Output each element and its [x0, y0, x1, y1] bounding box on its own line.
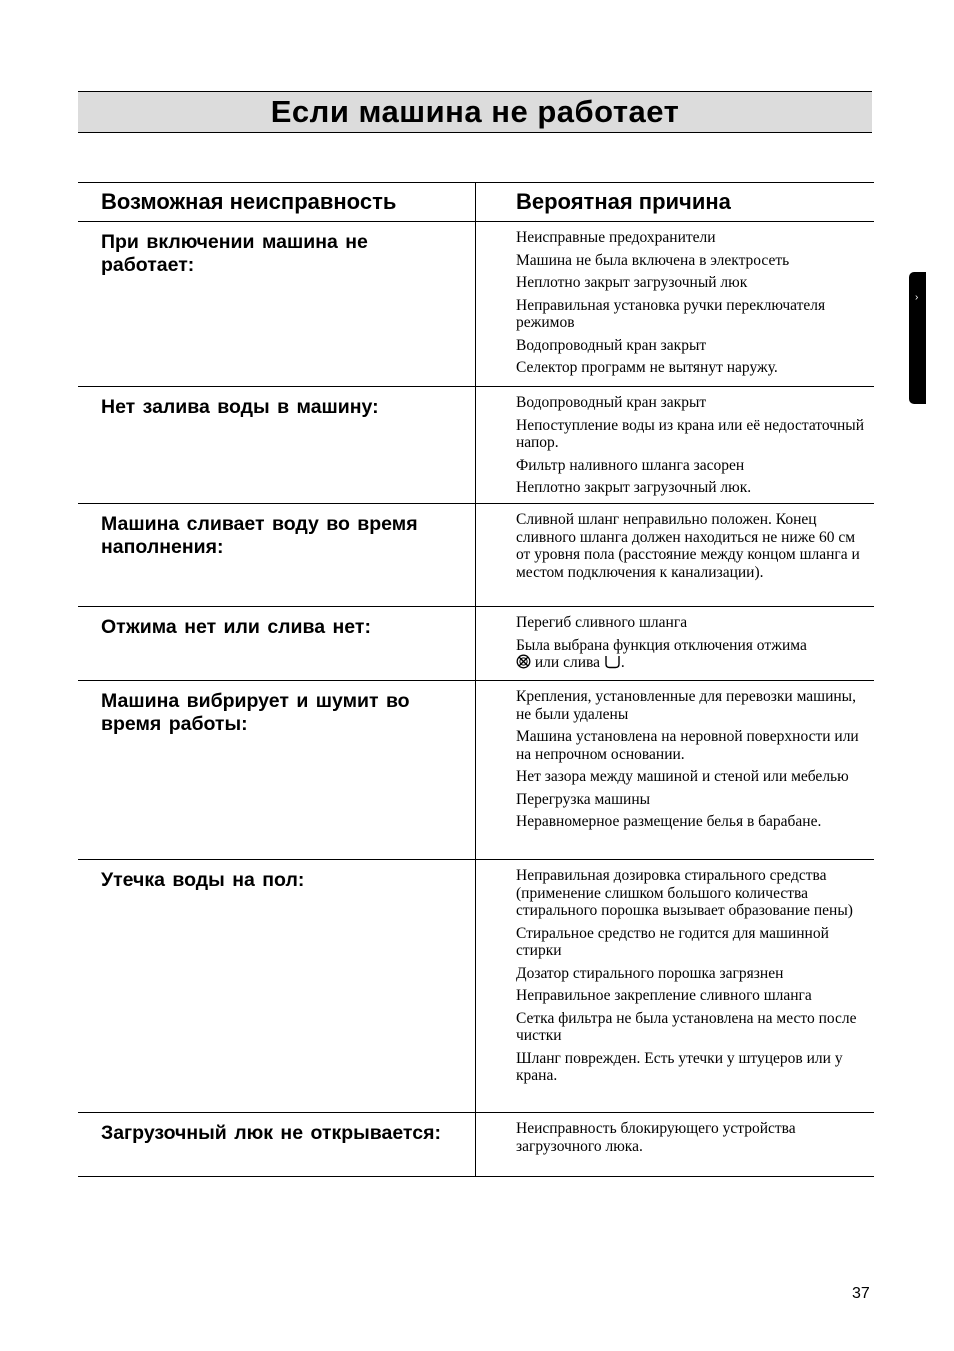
- cause-item: Перегиб сливного шланга: [516, 614, 688, 631]
- symptom-text: Нет залива воды в машину:: [78, 387, 476, 503]
- symptom-text: Машина вибрирует и шумит во время работы:: [78, 681, 476, 859]
- cause-item: Неисправность блокирующего устройства загрузочного люка.: [516, 1120, 796, 1155]
- section-tab: [909, 272, 926, 404]
- cause-item-text: Была выбрана функция отключения отжима: [516, 636, 807, 654]
- causes-list: [476, 607, 874, 680]
- table-header-row: [78, 182, 874, 222]
- cause-item: Неплотно закрыт загрузочный люк.: [516, 479, 752, 496]
- cause-item: Фильтр наливного шланга засорен: [516, 456, 745, 474]
- page-title: Если машина не работает: [78, 91, 872, 133]
- cause-item: Стиральное средство не годится для машинной стирки: [516, 924, 829, 959]
- causes-list: [476, 222, 874, 386]
- causes-list: [476, 387, 874, 503]
- symptom-text: Загрузочный люк не открывается:: [78, 1113, 476, 1176]
- no-spin-icon: [516, 654, 531, 674]
- cause-item: Неисправные предохранители: [516, 229, 716, 246]
- table-row: [78, 222, 874, 387]
- drain-icon: [604, 655, 621, 674]
- table-row: [78, 607, 874, 681]
- table-row: [78, 681, 874, 860]
- page-number: 37: [852, 1285, 870, 1302]
- symptom-text: Утечка воды на пол:: [78, 860, 476, 1112]
- cause-item: Нет зазора между машиной и стеной или мебелью: [516, 768, 849, 785]
- symptom-text: Машина сливает воду во время наполнения:: [78, 504, 476, 606]
- causes-list: [476, 860, 874, 1112]
- section-tab-mark: ›: [915, 292, 919, 303]
- cause-item: Машина установлена на неровной поверхности или на непрочном основании.: [516, 728, 859, 763]
- table-row: [78, 860, 874, 1113]
- table-row: [78, 387, 874, 504]
- causes-list: [476, 1113, 874, 1176]
- causes-list: [476, 504, 874, 606]
- cause-item: Перегрузка машины: [516, 790, 651, 808]
- symptom-text: При включении машина не работает:: [78, 222, 476, 386]
- cause-item: Неплотно закрыт загрузочный люк: [516, 274, 748, 291]
- troubleshooting-table: [78, 182, 874, 1177]
- sentence-end: .: [620, 654, 625, 671]
- header-malfunction: Возможная неисправность: [78, 183, 476, 221]
- cause-item: [516, 637, 870, 674]
- cause-item: Сетка фильтра не была установлена на место после чистки: [516, 1009, 857, 1044]
- table-row: [78, 504, 874, 607]
- header-cause: Вероятная причина: [516, 189, 731, 214]
- symptom-text: Отжима нет или слива нет:: [78, 607, 476, 680]
- cause-item: Непоступление воды из крана или её недостаточный напор.: [516, 416, 865, 451]
- cause-item: Дозатор стирального порошка загрязнен: [516, 964, 784, 982]
- cause-item: Селектор программ не вытянут наружу.: [516, 359, 778, 376]
- cause-item: Неправильная дозировка стирального средства (применение слишком большого количества стирального порошка вызывает образование пены): [516, 867, 853, 919]
- or-drain-text: или слива: [534, 654, 600, 671]
- cause-item: Водопроводный кран закрыт: [516, 336, 707, 354]
- table-row: [78, 1113, 874, 1177]
- cause-item: Неправильная установка ручки переключателя режимов: [516, 296, 826, 331]
- causes-list: [476, 681, 874, 859]
- cause-item: Сливной шланг неправильно положен. Конец сливного шланга должен находиться не ниже 60 см от уровня пола (расстояние между концом шланга и местом подключения к канализации).: [516, 511, 860, 581]
- cause-item: Водопроводный кран закрыт: [516, 394, 707, 411]
- cause-item: Неправильное закрепление сливного шланга: [516, 987, 812, 1004]
- cause-item: Крепления, установленные для перевозки машины, не были удалены: [516, 688, 856, 723]
- cause-item: Шланг поврежден. Есть утечки у штуцеров или у крана.: [516, 1049, 843, 1084]
- cause-item: Неравномерное размещение белья в барабане.: [516, 813, 822, 830]
- cause-item: Машина не была включена в электросеть: [516, 251, 790, 269]
